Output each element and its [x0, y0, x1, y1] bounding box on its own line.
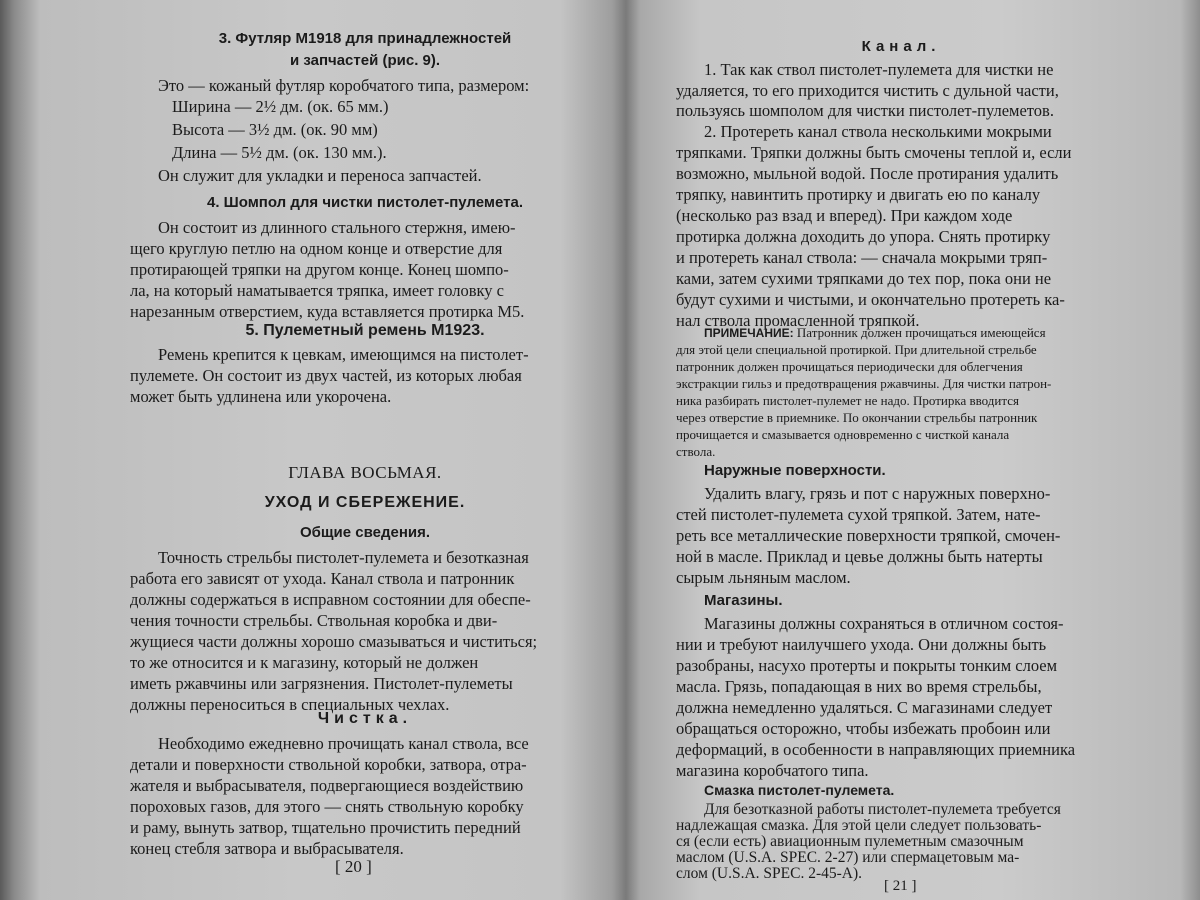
general-info-line: работа его зависят от ухода. Канал ствола и патронник [130, 569, 515, 588]
bore-line: 1. Так как ствол пистолет-пулемета для чистки не [704, 60, 1054, 79]
magazines-line: масла. Грязь, попадающая в них во время стрельбы, [676, 677, 1042, 696]
section-3-paragraph: Это — кожаный футляр коробчатого типа, размером: [158, 76, 530, 95]
dimension-length: Длина — 5½ дм. (ок. 130 мм.). [172, 143, 387, 162]
magazines-line: обращаться осторожно, чтобы избежать пробоин или [676, 719, 1051, 738]
general-info-line: иметь ржавчины или загрязнения. Пистолет-пулеметы [130, 674, 513, 693]
bore-line: и протереть канал ствола: — сначала мокрыми тряп- [676, 248, 1048, 267]
note-line: ствола. [676, 444, 716, 459]
bore-line: тряпку, навинтить протирку и двигать ею по каналу [676, 185, 1041, 204]
note-first-line [676, 325, 1126, 341]
bore-line: будут сухими и чистыми, и окончательно протереть ка- [676, 290, 1065, 309]
note-line: экстракции гильз и предотвращения ржавчины. Для чистки патрон- [676, 376, 1052, 391]
section-3-paragraph-2: Он служит для укладки и переноса запчастей. [158, 166, 482, 185]
section-4-line: нарезанным отверстием, куда вставляется протирка М5. [130, 302, 525, 321]
section-4-title: 4. Шомпол для чистки пистолет-пулемета. [207, 194, 523, 211]
outer-surfaces-line: сырым льняным маслом. [676, 568, 851, 587]
bore-line: 2. Протереть канал ствола несколькими мокрыми [704, 122, 1052, 141]
left-page [130, 0, 600, 900]
lubrication-line: Для безотказной работы пистолет-пулемета требуется [704, 801, 1061, 818]
general-info-line: то же относится и к магазину, который не должен [130, 653, 479, 672]
section-3-title-line-1: 3. Футляр М1918 для принадлежностей [218, 30, 512, 47]
cleaning-line: конец стебля затвора и выбрасывателя. [130, 839, 404, 858]
outer-surfaces-line: стей пистолет-пулемета сухой тряпкой. Затем, нате- [676, 505, 1041, 524]
section-4-line: Он состоит из длинного стального стержня, имею- [158, 218, 516, 237]
note-line: прочищается и смазывается одновременно с чисткой канала [676, 427, 1010, 442]
chapter-heading: ГЛАВА ВОСЬМАЯ. [288, 463, 442, 482]
section-4-line: ла, на который наматывается тряпка, имеет головку с [130, 281, 504, 300]
magazines-line: должна немедленно удаляться. С магазинами следует [676, 698, 1053, 717]
page-number-right: [ 21 ] [884, 878, 917, 894]
magazines-line: магазина коробчатого типа. [676, 761, 869, 780]
bore-line: пользуясь шомполом для чистки пистолет-пулеметов. [676, 101, 1054, 120]
chapter-title: УХОД И СБЕРЕЖЕНИЕ. [264, 494, 466, 511]
outer-surfaces-line: Удалить влагу, грязь и пот с наружных поверхно- [704, 484, 1051, 503]
bore-line: удаляется, то его приходится чистить с дульной части, [676, 81, 1059, 100]
dimension-height: Высота — 3½ дм. (ок. 90 мм) [172, 120, 378, 139]
bore-line: тряпками. Тряпки должны быть смочены теплой и, если [676, 143, 1072, 162]
bore-line: ками, затем сухими тряпками до тех пор, пока они не [676, 269, 1052, 288]
bore-line: протирка должна доходить до упора. Снять протирку [676, 227, 1051, 246]
lubrication-line: ся (если есть) авиационным пулеметным смазочным [676, 833, 1024, 850]
section-5-title: 5. Пулеметный ремень М1923. [245, 322, 485, 339]
outer-surfaces-line: реть все металлические поверхности тряпкой, смочен- [676, 526, 1061, 545]
general-info-line: должны содержаться в исправном состоянии для обеспе- [130, 590, 531, 609]
cleaning-line: пороховых газов, для этого — снять ствольную коробку [130, 797, 524, 816]
lubrication-line: слом (U.S.A. SPEC. 2-45-A). [676, 865, 863, 882]
magazines-line: деформаций, в особенности в направляющих приемника [676, 740, 1076, 759]
general-info-title: Общие сведения. [299, 524, 431, 541]
general-info-line: чения точности стрельбы. Ствольная коробка и дви- [130, 611, 498, 630]
bore-title: Канал. [861, 38, 941, 55]
dimension-width: Ширина — 2½ дм. (ок. 65 мм.) [172, 97, 389, 116]
outer-surfaces-title: Наружные поверхности. [704, 462, 886, 479]
cleaning-title: Чистка. [317, 710, 413, 727]
magazines-line: разобраны, насухо протерты и покрыты тонким слоем [676, 656, 1058, 675]
note-text: Патронник должен прочищаться имеющейся [793, 325, 1046, 340]
note-line: для этой цели специальной протиркой. При длительной стрельбе [676, 342, 1037, 357]
bore-line: (несколько раз взад и вперед). При каждом ходе [676, 206, 1013, 225]
section-5-line: пулемете. Он состоит из двух частей, из которых любая [130, 366, 522, 385]
bore-line: возможно, мыльной водой. После протирания удалить [676, 164, 1059, 183]
note-line: ника разбирать пистолет-пулемет не надо. Протирка вводится [676, 393, 1019, 408]
general-info-line: Точность стрельбы пистолет-пулемета и безотказная [158, 548, 529, 567]
note-line: патронник должен прочищаться периодически для облегчения [676, 359, 1023, 374]
note-label: ПРИМЕЧАНИЕ: [704, 326, 794, 340]
bore-line: нал ствола промасленной тряпкой. [676, 311, 920, 330]
page-number-left: [ 20 ] [335, 857, 372, 876]
general-info-line: должны переноситься в специальных чехлах. [130, 695, 450, 714]
section-5-line: Ремень крепится к цевкам, имеющимся на пистолет- [158, 345, 529, 364]
note-line: через отверстие в приемнике. По окончании стрельбы патронник [676, 410, 1038, 425]
lubrication-title: Смазка пистолет-пулемета. [704, 782, 895, 798]
section-5-line: может быть удлинена или укорочена. [130, 387, 392, 406]
section-4-line: протирающей тряпки на другом конце. Конец шомпо- [130, 260, 509, 279]
magazines-line: нии и требуют наилучшего ухода. Они должны быть [676, 635, 1047, 654]
cleaning-line: и раму, вынуть затвор, тщательно прочистить передний [130, 818, 521, 837]
outer-surfaces-line: ной в масле. Приклад и цевье должны быть натерты [676, 547, 1043, 566]
cleaning-line: жателя и выбрасывателя, подвергающиеся воздействию [130, 776, 524, 795]
section-4-line: щего круглую петлю на одном конце и отверстие для [130, 239, 503, 258]
section-3-title-line-2: и запчастей (рис. 9). [289, 52, 441, 69]
cleaning-line: Необходимо ежедневно прочищать канал ствола, все [158, 734, 529, 753]
general-info-line: жущиеся части должны хорошо смазываться и чиститься; [130, 632, 538, 651]
lubrication-line: маслом (U.S.A. SPEC. 2-27) или спермацетовым ма- [676, 849, 1020, 866]
cleaning-line: детали и поверхности ствольной коробки, затвора, отра- [130, 755, 527, 774]
magazines-title: Магазины. [704, 592, 783, 609]
magazines-line: Магазины должны сохраняться в отличном состоя- [704, 614, 1064, 633]
lubrication-line: надлежащая смазка. Для этой цели следует пользовать- [676, 817, 1042, 834]
right-page [676, 0, 1126, 900]
